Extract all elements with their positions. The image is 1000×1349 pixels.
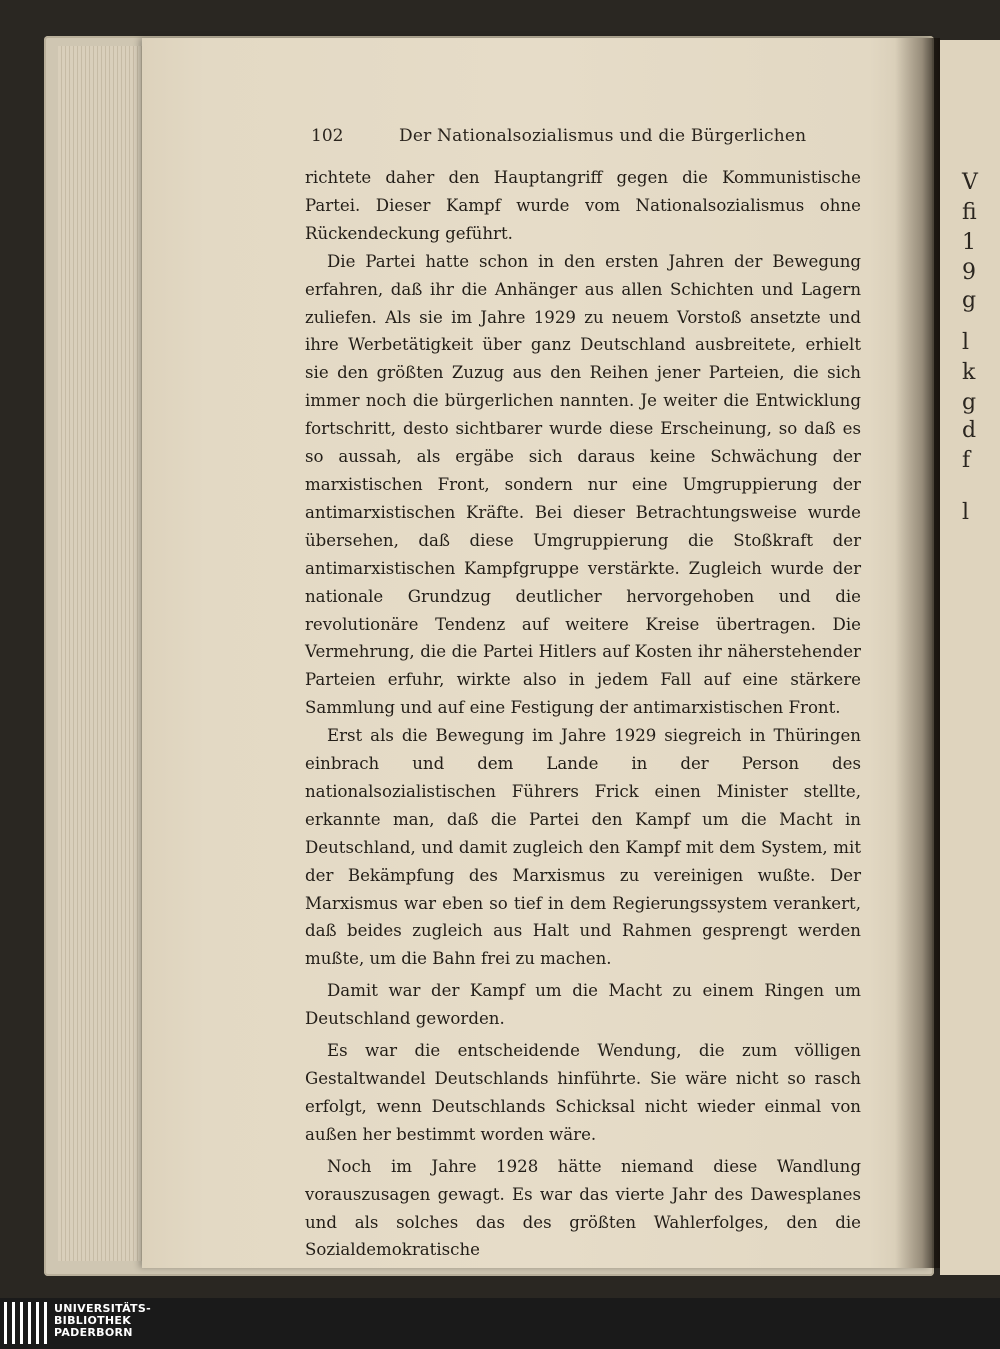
next-page-fragment: g: [962, 288, 977, 313]
logo-line: PADERBORN: [54, 1326, 133, 1339]
next-page-fragment: f: [962, 448, 971, 473]
paragraph: Erst als die Bewegung im Jahre 1929 siegreich in Thüringen einbrach und dem Lande in der Person des nationalsozialistischen Führers Frick einen Minister stellte, erkannte man, daß die Partei den Kampf um die Macht in Deutschland, und damit zugleich den Kampf mit dem System, mit der Bekämpfung des Marxismus zu vereinigen wußte. Der Marxismus war eben so tief in dem Regierungssystem verankert, daß beides zugleich aus Halt und Rahmen gesprengt werden mußte, um die Bahn frei zu machen.: [305, 726, 861, 969]
paragraph: Es war die entscheidende Wendung, die zum völligen Gestaltwandel Deutschlands hinführte. Sie wäre nicht so rasch erfolgt, wenn Deutschlands Schicksal nicht wieder einmal von außen her bestimmt worden wäre.: [305, 1041, 861, 1144]
page-number: 102: [311, 126, 344, 146]
next-page-fragment: 9: [962, 260, 976, 285]
page-edges: [58, 46, 148, 1261]
body-text: [305, 164, 861, 1264]
next-page-fragment: k: [962, 360, 976, 385]
gutter-shadow: [895, 38, 940, 1268]
logo-line: BIBLIOTHEK: [54, 1314, 132, 1327]
paragraph: Noch im Jahre 1928 hätte niemand diese Wandlung vorauszusagen gewagt. Es war das vierte Jahr des Dawesplanes und als solches das des größten Wahlerfolges, den die Sozialdemokratische: [305, 1156, 861, 1260]
next-page-fragment: 1: [962, 230, 976, 255]
next-page-fragment: d: [962, 418, 977, 443]
library-logo-text: [54, 1303, 151, 1339]
running-head-title: Der Nationalsozialismus und die Bürgerlichen: [399, 126, 807, 146]
logo-line: UNIVERSITÄTS-: [54, 1302, 151, 1315]
next-page-sliver: [940, 40, 1000, 1275]
next-page-fragment: fi: [962, 200, 977, 225]
running-head: [311, 126, 871, 156]
next-page-fragment: V: [962, 170, 978, 195]
next-page-fragment: l: [962, 330, 970, 355]
paragraph: Damit war der Kampf um die Macht zu einem Ringen um Deutschland geworden.: [305, 981, 861, 1029]
next-page-fragment: g: [962, 390, 977, 415]
footer-bar: [0, 1298, 1000, 1349]
paragraph: Die Partei hatte schon in den ersten Jahren der Bewegung erfahren, daß ihr die Anhänger aus allen Schichten und Lagern zuliefen. Als sie im Jahre 1929 zu neuem Vorstoß ansetzte und ihre Werbetätigkeit über ganz Deutschland ausbreitete, erhielt sie den größten Zuzug aus den Reihen jener Parteien, die sich immer noch die bürgerlichen nannten. Je weiter die Entwicklung fortschritt, desto sichtbarer wurde diese Erscheinung, so daß es so aussah, als ergäbe sich daraus keine Schwächung der marxistischen Front, sondern nur eine Umgruppierung der antimarxistischen Kräfte. Bei dieser Betrachtungsweise wurde übersehen, daß diese Umgruppierung die Stoßkraft der antimarxistischen Kampfgruppe verstärkte. Zugleich wurde der nationale Grundzug deutlicher hervorgehoben und die revolutionäre Tendenz auf weitere Kreise übertragen. Die Vermehrung, die die Partei Hitlers auf Kosten ihr näherstehender Parteien erfuhr, wirkte also in jedem Fall auf eine stärkere Sammlung und auf eine Festigung der antimarxistischen Front.: [305, 251, 861, 718]
next-page-fragment: l: [962, 500, 970, 525]
paragraph: richtete daher den Hauptangriff gegen die Kommunistische Partei. Dieser Kampf wurde vom Nationalsozialismus ohne Rückendeckung geführt.: [305, 168, 861, 243]
